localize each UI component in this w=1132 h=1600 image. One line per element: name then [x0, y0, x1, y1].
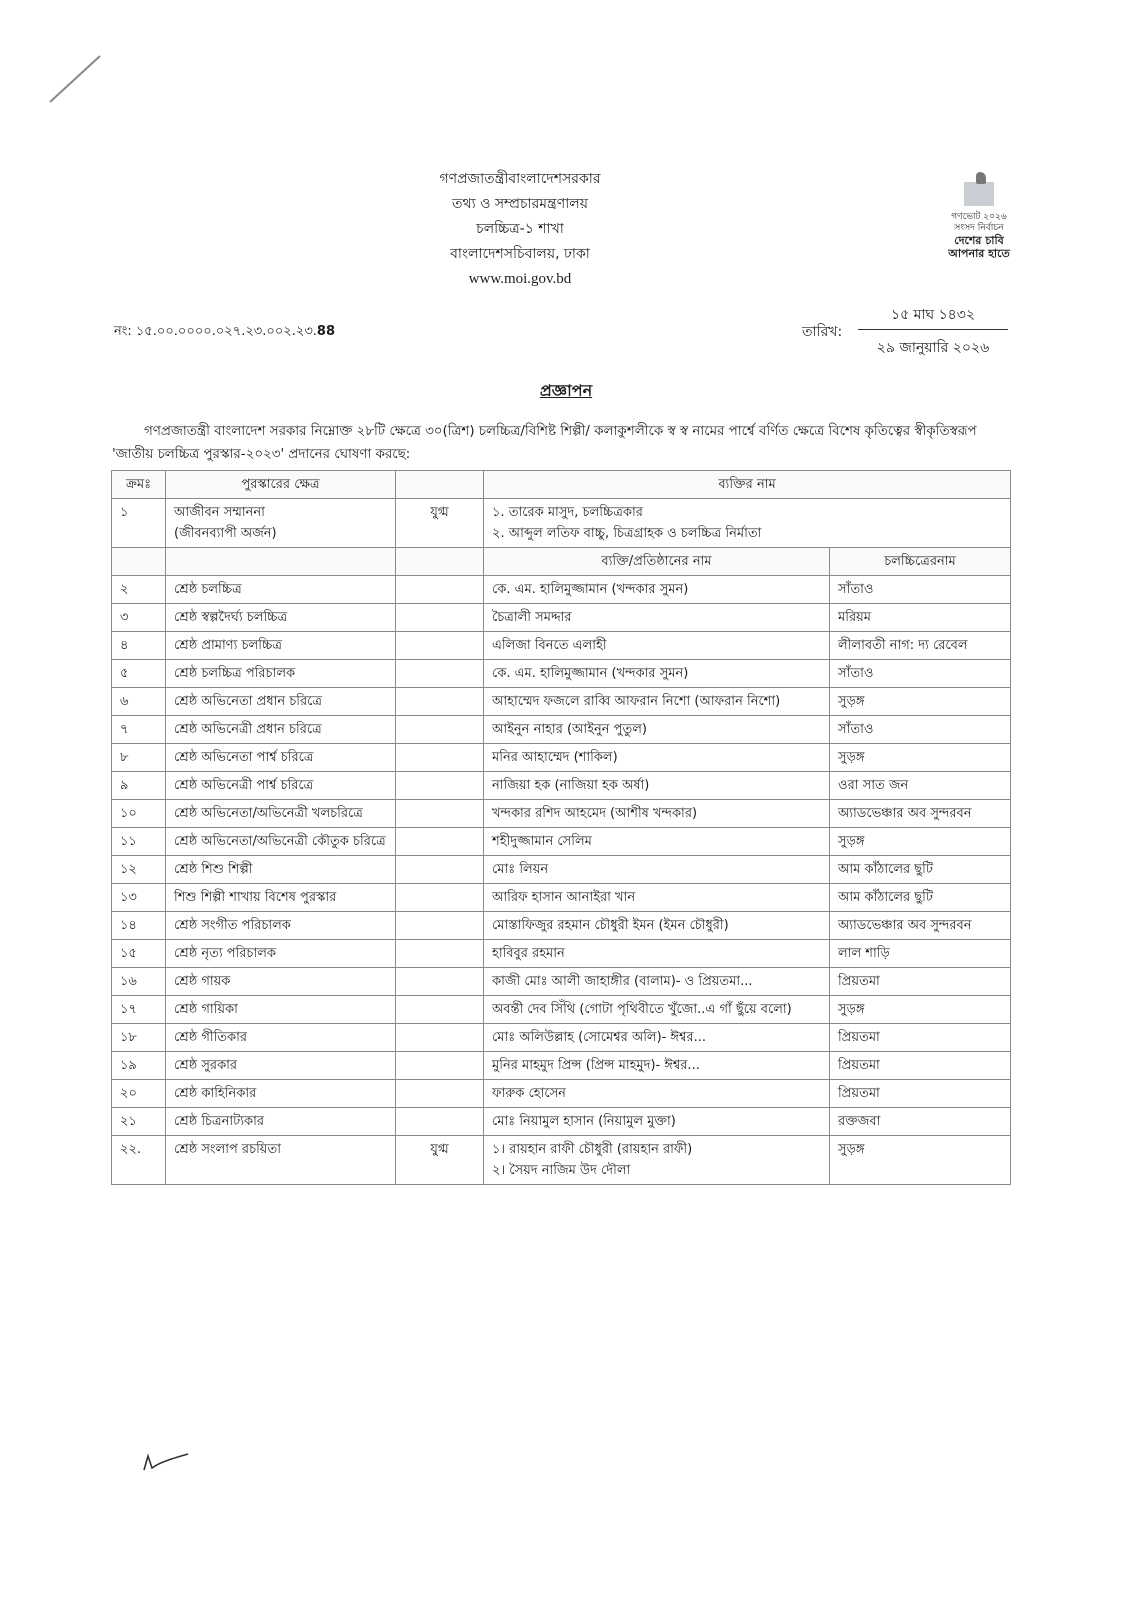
- cell-category: শ্রেষ্ঠ অভিনেত্রী প্রধান চরিত্রে: [166, 716, 396, 744]
- date-bangla: ১৫ মাঘ ১৪৩২: [858, 303, 1008, 330]
- cell-film: প্রিয়তমা: [830, 1024, 1011, 1052]
- cell-category: শ্রেষ্ঠ অভিনেতা প্রধান চরিত্রে: [166, 688, 396, 716]
- cell-category: আজীবন সম্মাননা (জীবনব্যাপী অর্জন): [166, 499, 396, 548]
- table-row: [112, 884, 1011, 912]
- cell-film: আম কাঁঠালের ছুটি: [830, 856, 1011, 884]
- ballot-box-icon: [964, 182, 994, 206]
- cell-film: রক্তজবা: [830, 1108, 1011, 1136]
- cell-joint: [396, 688, 484, 716]
- cell-person: শহীদুজ্জামান সেলিম: [484, 828, 830, 856]
- cell-person: আহাম্মেদ ফজলে রাব্বি আফরান নিশো (আফরান নিশো): [484, 688, 830, 716]
- cell-category: শ্রেষ্ঠ চলচ্চিত্র: [166, 576, 396, 604]
- cell-serial: ১৫: [112, 940, 166, 968]
- cell-serial: ১৬: [112, 968, 166, 996]
- awards-table: [111, 470, 1011, 1185]
- cell-film: প্রিয়তমা: [830, 1052, 1011, 1080]
- cell-joint: [396, 716, 484, 744]
- cell-category: শ্রেষ্ঠ সুরকার: [166, 1052, 396, 1080]
- cell-category: শ্রেষ্ঠ সংগীত পরিচালক: [166, 912, 396, 940]
- cell-person: মুনির মাহমুদ প্রিন্স (প্রিন্স মাহমুদ)- ঈশ্বর...: [484, 1052, 830, 1080]
- logo-line-1: গণভোট ২০২৬: [951, 212, 1007, 222]
- cell-person: নাজিয়া হক (নাজিয়া হক অর্ষা): [484, 772, 830, 800]
- cell-category: শ্রেষ্ঠ অভিনেতা/অভিনেত্রী খলচরিত্রে: [166, 800, 396, 828]
- cell-person: এলিজা বিনতে এলাহী: [484, 632, 830, 660]
- table-subheader-row: [112, 548, 1011, 576]
- table-row: [112, 716, 1011, 744]
- cell-joint: [396, 576, 484, 604]
- cell-joint: [396, 744, 484, 772]
- cell-category: শ্রেষ্ঠ সংলাপ রচয়িতা: [166, 1136, 396, 1185]
- cell-film: প্রিয়তমা: [830, 1080, 1011, 1108]
- table-row: [112, 688, 1011, 716]
- cell-person: খন্দকার রশিদ আহমেদ (আশীষ খন্দকার): [484, 800, 830, 828]
- cell-film: সাঁতাও: [830, 660, 1011, 688]
- cell-joint: [396, 1024, 484, 1052]
- cell-category: শ্রেষ্ঠ চলচ্চিত্র পরিচালক: [166, 660, 396, 688]
- cell-serial: ৩: [112, 604, 166, 632]
- logo-line-2: সংসদ নির্বাচন: [954, 223, 1004, 233]
- cell-person: আইনুন নাহার (আইনুন পুতুল): [484, 716, 830, 744]
- logo-line-3: দেশের চাবি: [954, 234, 1004, 247]
- cell-joint: [396, 772, 484, 800]
- cell-category: শ্রেষ্ঠ গায়ক: [166, 968, 396, 996]
- cell-film: সুড়ঙ্গ: [830, 1136, 1011, 1185]
- header-category: পুরস্কারের ক্ষেত্র: [166, 471, 396, 499]
- header-serial: ক্রমঃ: [112, 471, 166, 499]
- government-name: গণপ্রজাতন্ত্রীবাংলাদেশসরকার: [439, 171, 601, 187]
- header-person: ব্যক্তির নাম: [484, 471, 1011, 499]
- cell-serial: ১৭: [112, 996, 166, 1024]
- table-row-last: [112, 1136, 1011, 1185]
- cell-film: ওরা সাত জন: [830, 772, 1011, 800]
- table-row: [112, 800, 1011, 828]
- cell-joint: [396, 1080, 484, 1108]
- cell-category: শিশু শিল্পী শাখায় বিশেষ পুরস্কার: [166, 884, 396, 912]
- cell-category: শ্রেষ্ঠ চিত্রনাট্যকার: [166, 1108, 396, 1136]
- cell-serial: ২২.: [112, 1136, 166, 1185]
- table-row: [112, 660, 1011, 688]
- cell-joint: যুগ্ম: [396, 1136, 484, 1185]
- cell-serial: ৬: [112, 688, 166, 716]
- cell-person: আরিফ হাসান আনাইরা খান: [484, 884, 830, 912]
- cell-person: মোঃ লিয়ন: [484, 856, 830, 884]
- cell-category: শ্রেষ্ঠ শিশু শিল্পী: [166, 856, 396, 884]
- cell-joint: [396, 1108, 484, 1136]
- cell-serial: ২১: [112, 1108, 166, 1136]
- pen-mark-icon: [40, 50, 110, 110]
- cell-person: কে. এম. হালিমুজ্জামান (খন্দকার সুমন): [484, 576, 830, 604]
- table-row: [112, 996, 1011, 1024]
- cell-serial: ১১: [112, 828, 166, 856]
- cell-category: শ্রেষ্ঠ গীতিকার: [166, 1024, 396, 1052]
- memo-number: নং: ১৫.০০.০০০০.০২৭.২৩.০০২.২৩.88: [114, 324, 335, 339]
- cell-serial: ৯: [112, 772, 166, 800]
- cell-film: লীলাবতী নাগ: দ্য রেবেল: [830, 632, 1011, 660]
- table-row: [112, 632, 1011, 660]
- cell-joint: [396, 632, 484, 660]
- cell-joint: [396, 940, 484, 968]
- cell-category: শ্রেষ্ঠ প্রামাণ্য চলচ্চিত্র: [166, 632, 396, 660]
- cell-serial: ১৪: [112, 912, 166, 940]
- cell-film: সাঁতাও: [830, 576, 1011, 604]
- cell-person: ১। রায়হান রাফী চৌধুরী (রায়হান রাফী) ২। সৈয়দ নাজিম উদ দৌলা: [484, 1136, 830, 1185]
- cell-category: শ্রেষ্ঠ নৃত্য পরিচালক: [166, 940, 396, 968]
- table-row: [112, 1080, 1011, 1108]
- ministry-name: তথ্য ও সম্প্রচারমন্ত্রণালয়: [452, 196, 588, 212]
- cell-serial: ১৮: [112, 1024, 166, 1052]
- cell-joint: [396, 604, 484, 632]
- cell-joint: [396, 996, 484, 1024]
- cell-person: চৈত্রালী সমদ্দার: [484, 604, 830, 632]
- table-row: [112, 968, 1011, 996]
- cell-film: প্রিয়তমা: [830, 968, 1011, 996]
- subheader-person-org: ব্যক্তি/প্রতিষ্ঠানের নাম: [484, 548, 830, 576]
- cell-serial: ১৩: [112, 884, 166, 912]
- cell-serial: ৪: [112, 632, 166, 660]
- table-row: [112, 828, 1011, 856]
- office-name: বাংলাদেশসচিবালয়, ঢাকা: [450, 246, 590, 262]
- cell-person: অবন্তী দেব সিঁথি (গোটা পৃথিবীতে খুঁজো..এ গাঁ ছুঁয়ে বলো): [484, 996, 830, 1024]
- cell-film: সুড়ঙ্গ: [830, 688, 1011, 716]
- cell-person: মোঃ নিয়ামুল হাসান (নিয়ামুল মুক্তা): [484, 1108, 830, 1136]
- date-gregorian: ২৯ জানুয়ারি ২০২৬: [876, 340, 990, 356]
- table-row: [112, 576, 1011, 604]
- cell-film: সাঁতাও: [830, 716, 1011, 744]
- cell-joint: [396, 968, 484, 996]
- cell-category: শ্রেষ্ঠ অভিনেতা/অভিনেত্রী কৌতুক চরিত্রে: [166, 828, 396, 856]
- intro-paragraph: গণপ্রজাতন্ত্রী বাংলাদেশ সরকার নিম্নোক্ত ২৮টি ক্ষেত্রে ৩০(ত্রিশ) চলচ্চিত্র/বিশিষ্ট শিল্পী/ কলাকুশলীকে স্ব স্ব নামের পার্শ্বে বর্ণিত ক্ষেত্রে বিশেষ কৃতিত্বের স্বীকৃতিস্বরূপ 'জাতীয় চলচ্চিত্র পুরস্কার-২০২৩' প্রদানের ঘোষণা করছে:: [112, 424, 977, 462]
- page-title: প্রজ্ঞাপন: [539, 381, 593, 400]
- table-row: [112, 1052, 1011, 1080]
- cell-serial: ৮: [112, 744, 166, 772]
- election-logo: [938, 172, 1020, 260]
- cell-film: আম কাঁঠালের ছুটি: [830, 884, 1011, 912]
- cell-serial: ২: [112, 576, 166, 604]
- cell-category: শ্রেষ্ঠ কাহিনিকার: [166, 1080, 396, 1108]
- cell-joint: [396, 1052, 484, 1080]
- cell-joint: [396, 912, 484, 940]
- cell-category: শ্রেষ্ঠ অভিনেত্রী পার্শ্ব চরিত্রে: [166, 772, 396, 800]
- cell-serial: ১: [112, 499, 166, 548]
- table-row: [112, 940, 1011, 968]
- cell-person: ফারুক হোসেন: [484, 1080, 830, 1108]
- table-row: [112, 856, 1011, 884]
- table-header-row: [112, 471, 1011, 499]
- cell-joint: [396, 800, 484, 828]
- cell-film: অ্যাডভেঞ্চার অব সুন্দরবন: [830, 912, 1011, 940]
- cell-serial: ১৯: [112, 1052, 166, 1080]
- cell-category: শ্রেষ্ঠ গায়িকা: [166, 996, 396, 1024]
- cell-film: অ্যাডভেঞ্চার অব সুন্দরবন: [830, 800, 1011, 828]
- cell-joint: যুগ্ম: [396, 499, 484, 548]
- cell-person: কে. এম. হালিমুজ্জামান (খন্দকার সুমন): [484, 660, 830, 688]
- cell-person: হাবিবুর রহমান: [484, 940, 830, 968]
- table-row: [112, 604, 1011, 632]
- cell-film: সুড়ঙ্গ: [830, 828, 1011, 856]
- table-row: [112, 744, 1011, 772]
- cell-joint: [396, 884, 484, 912]
- table-row: [112, 772, 1011, 800]
- cell-serial: ৭: [112, 716, 166, 744]
- initial-signature: [140, 1448, 200, 1478]
- table-row: [112, 912, 1011, 940]
- date-label: তারিখ:: [802, 324, 843, 340]
- cell-person: কাজী মোঃ আলী জাহাঙ্গীর (বালাম)- ও প্রিয়তমা...: [484, 968, 830, 996]
- cell-person: ১. তারেক মাসুদ, চলচ্চিত্রকার ২. আব্দুল লতিফ বাচ্চু, চিত্রগ্রাহক ও চলচ্চিত্র নির্মাতা: [484, 499, 1011, 548]
- cell-person: মনির আহাম্মেদ (শাকিল): [484, 744, 830, 772]
- subheader-film: চলচ্চিত্রেরনাম: [830, 548, 1011, 576]
- cell-film: লাল শাড়ি: [830, 940, 1011, 968]
- table-row-lifetime: [112, 499, 1011, 548]
- table-row: [112, 1108, 1011, 1136]
- branch-name: চলচ্চিত্র-১ শাখা: [476, 221, 564, 237]
- cell-person: মোঃ অলিউল্লাহ (সোমেশ্বর অলি)- ঈশ্বর...: [484, 1024, 830, 1052]
- table-row: [112, 1024, 1011, 1052]
- cell-joint: [396, 660, 484, 688]
- cell-film: সুড়ঙ্গ: [830, 996, 1011, 1024]
- cell-serial: ২০: [112, 1080, 166, 1108]
- cell-film: মরিয়ম: [830, 604, 1011, 632]
- cell-category: শ্রেষ্ঠ স্বল্পদৈর্ঘ্য চলচ্চিত্র: [166, 604, 396, 632]
- cell-person: মোস্তাফিজুর রহমান চৌধুরী ইমন (ইমন চৌধুরী): [484, 912, 830, 940]
- website: www.moi.gov.bd: [468, 271, 572, 287]
- cell-category: শ্রেষ্ঠ অভিনেতা পার্শ্ব চরিত্রে: [166, 744, 396, 772]
- cell-serial: ১০: [112, 800, 166, 828]
- logo-line-4: আপনার হাতে: [948, 247, 1010, 260]
- cell-joint: [396, 856, 484, 884]
- cell-film: সুড়ঙ্গ: [830, 744, 1011, 772]
- cell-joint: [396, 828, 484, 856]
- cell-serial: ১২: [112, 856, 166, 884]
- cell-serial: ৫: [112, 660, 166, 688]
